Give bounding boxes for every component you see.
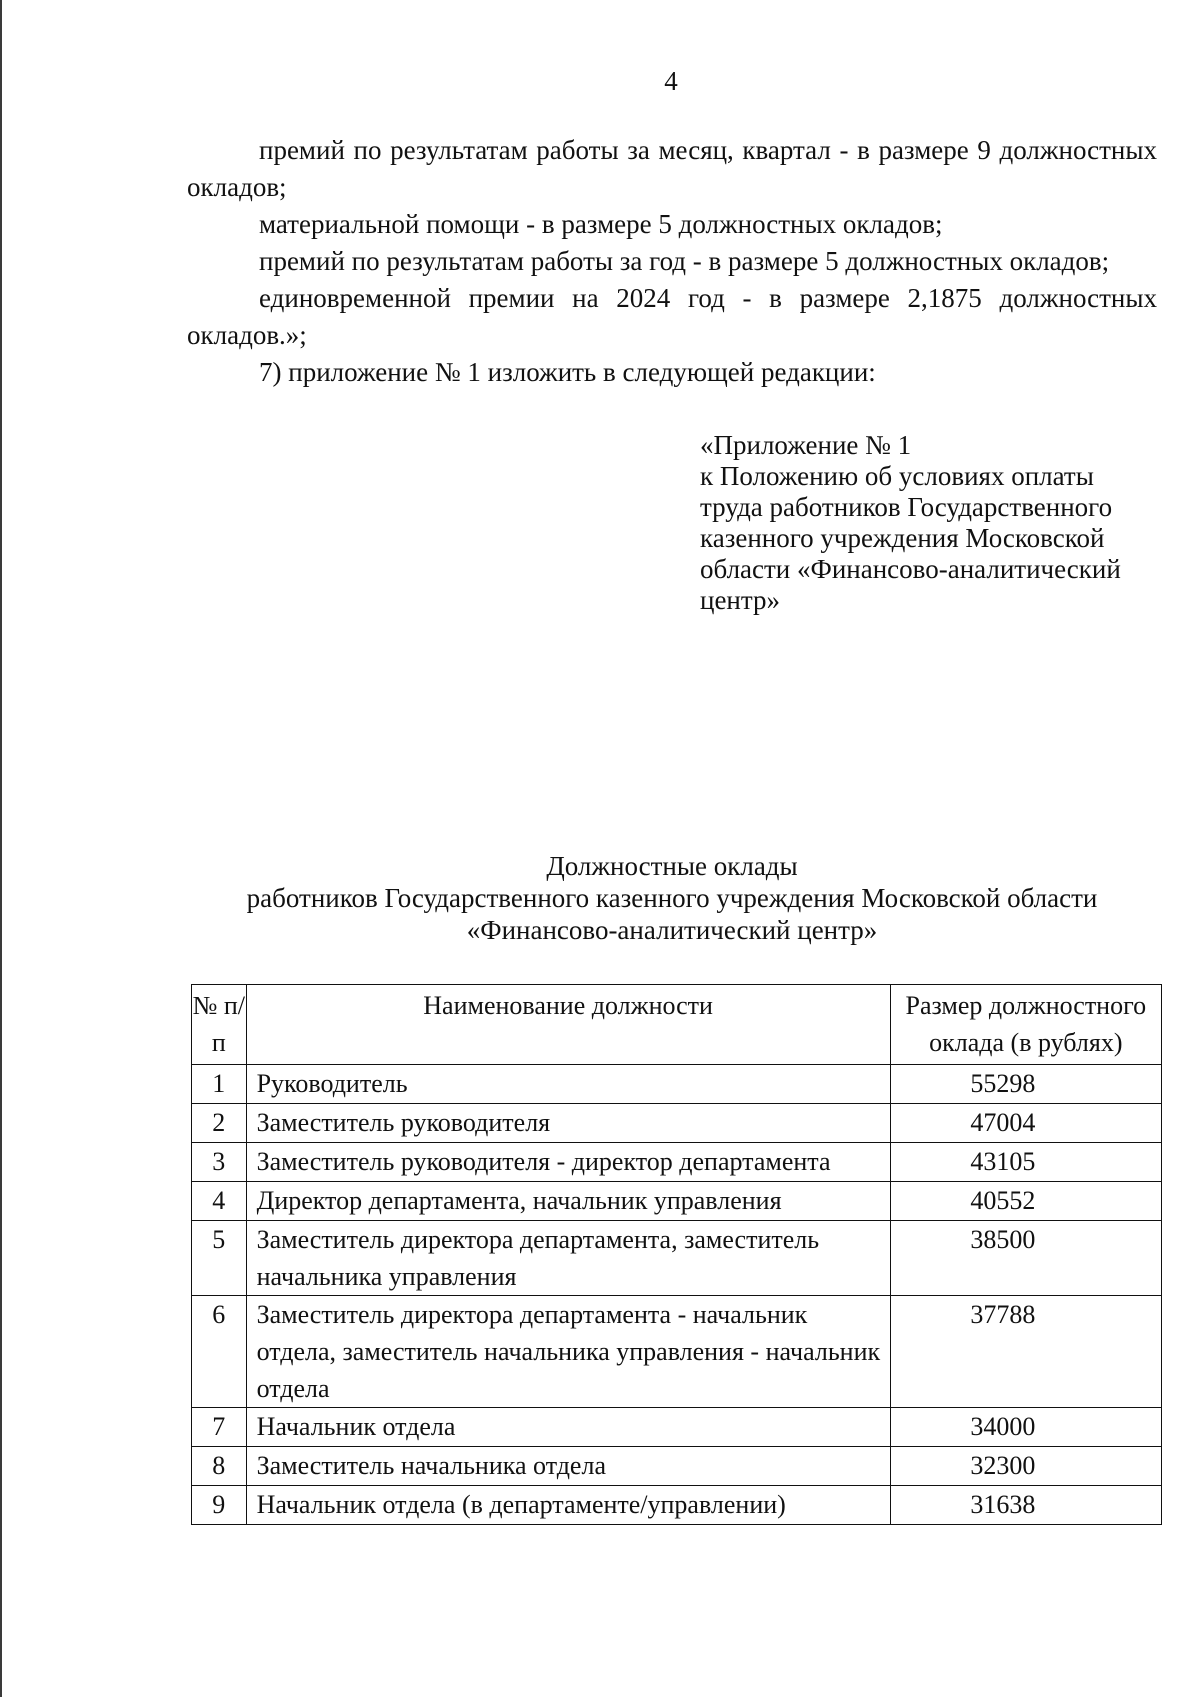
salary-value: 47004 — [890, 1104, 1161, 1143]
position-name: Заместитель директора департамента, заместитель начальника управления — [246, 1221, 890, 1296]
paragraph-appendix-instruction: 7) приложение № 1 изложить в следующей редакции: — [259, 357, 876, 387]
salary-table — [191, 984, 1162, 1525]
table-title — [187, 850, 1157, 946]
table-row — [192, 1182, 1162, 1221]
table-title-line: «Финансово-аналитический центр» — [466, 915, 878, 945]
table-row — [192, 1447, 1162, 1486]
table-row — [192, 1486, 1162, 1525]
paragraph-one-time-bonus: единовременной премии на 2024 год - в размере 2,1875 должностных окладов.»; — [187, 283, 1157, 350]
table-row — [192, 1296, 1162, 1408]
paragraph-monthly-bonus: премий по результатам работы за месяц, квартал - в размере 9 должностных окладов; — [187, 135, 1157, 202]
page-number: 4 — [664, 66, 678, 96]
row-number: 8 — [192, 1447, 247, 1486]
position-name: Начальник отдела (в департаменте/управлении) — [246, 1486, 890, 1525]
table-row — [192, 1221, 1162, 1296]
salary-value: 55298 — [890, 1065, 1161, 1104]
table-title-line: работников Государственного казенного учреждения Московской области — [246, 883, 1098, 913]
position-name: Заместитель руководителя — [246, 1104, 890, 1143]
appendix-line: «Приложение № 1 — [700, 430, 912, 460]
salary-value: 37788 — [890, 1296, 1161, 1408]
appendix-line: области «Финансово-аналитический — [700, 554, 1121, 584]
salary-value: 40552 — [890, 1182, 1161, 1221]
appendix-reference — [700, 430, 1170, 616]
row-number: 5 — [192, 1221, 247, 1296]
table-row — [192, 1104, 1162, 1143]
position-name: Заместитель начальника отдела — [246, 1447, 890, 1486]
table-title-line: Должностные оклады — [546, 851, 798, 881]
appendix-line: к Положению об условиях оплаты — [700, 461, 1094, 491]
header-position: Наименование должности — [246, 985, 890, 1065]
salary-value: 32300 — [890, 1447, 1161, 1486]
salary-value: 31638 — [890, 1486, 1161, 1525]
row-number: 9 — [192, 1486, 247, 1525]
table-header-row — [192, 985, 1162, 1065]
page-left-edge — [0, 0, 2, 1697]
row-number: 3 — [192, 1143, 247, 1182]
header-num: № п/п — [192, 985, 247, 1065]
position-name: Директор департамента, начальник управления — [246, 1182, 890, 1221]
position-name: Заместитель руководителя - директор департамента — [246, 1143, 890, 1182]
salary-value: 38500 — [890, 1221, 1161, 1296]
paragraph-annual-bonus: премий по результатам работы за год - в размере 5 должностных окладов; — [259, 246, 1110, 276]
body-text — [187, 132, 1157, 391]
appendix-line: труда работников Государственного — [700, 492, 1113, 522]
position-name: Руководитель — [246, 1065, 890, 1104]
appendix-line: центр» — [700, 585, 781, 615]
row-number: 4 — [192, 1182, 247, 1221]
table-row — [192, 1408, 1162, 1447]
position-name: Заместитель директора департамента - начальник отдела, заместитель начальника управления - начальник отдела — [246, 1296, 890, 1408]
header-salary: Размер должностного оклада (в рублях) — [890, 985, 1161, 1065]
salary-value: 43105 — [890, 1143, 1161, 1182]
table-row — [192, 1065, 1162, 1104]
paragraph-material-aid: материальной помощи - в размере 5 должностных окладов; — [259, 209, 943, 239]
row-number: 6 — [192, 1296, 247, 1408]
row-number: 7 — [192, 1408, 247, 1447]
appendix-line: казенного учреждения Московской — [700, 523, 1105, 553]
row-number: 1 — [192, 1065, 247, 1104]
table-row — [192, 1143, 1162, 1182]
salary-value: 34000 — [890, 1408, 1161, 1447]
position-name: Начальник отдела — [246, 1408, 890, 1447]
row-number: 2 — [192, 1104, 247, 1143]
